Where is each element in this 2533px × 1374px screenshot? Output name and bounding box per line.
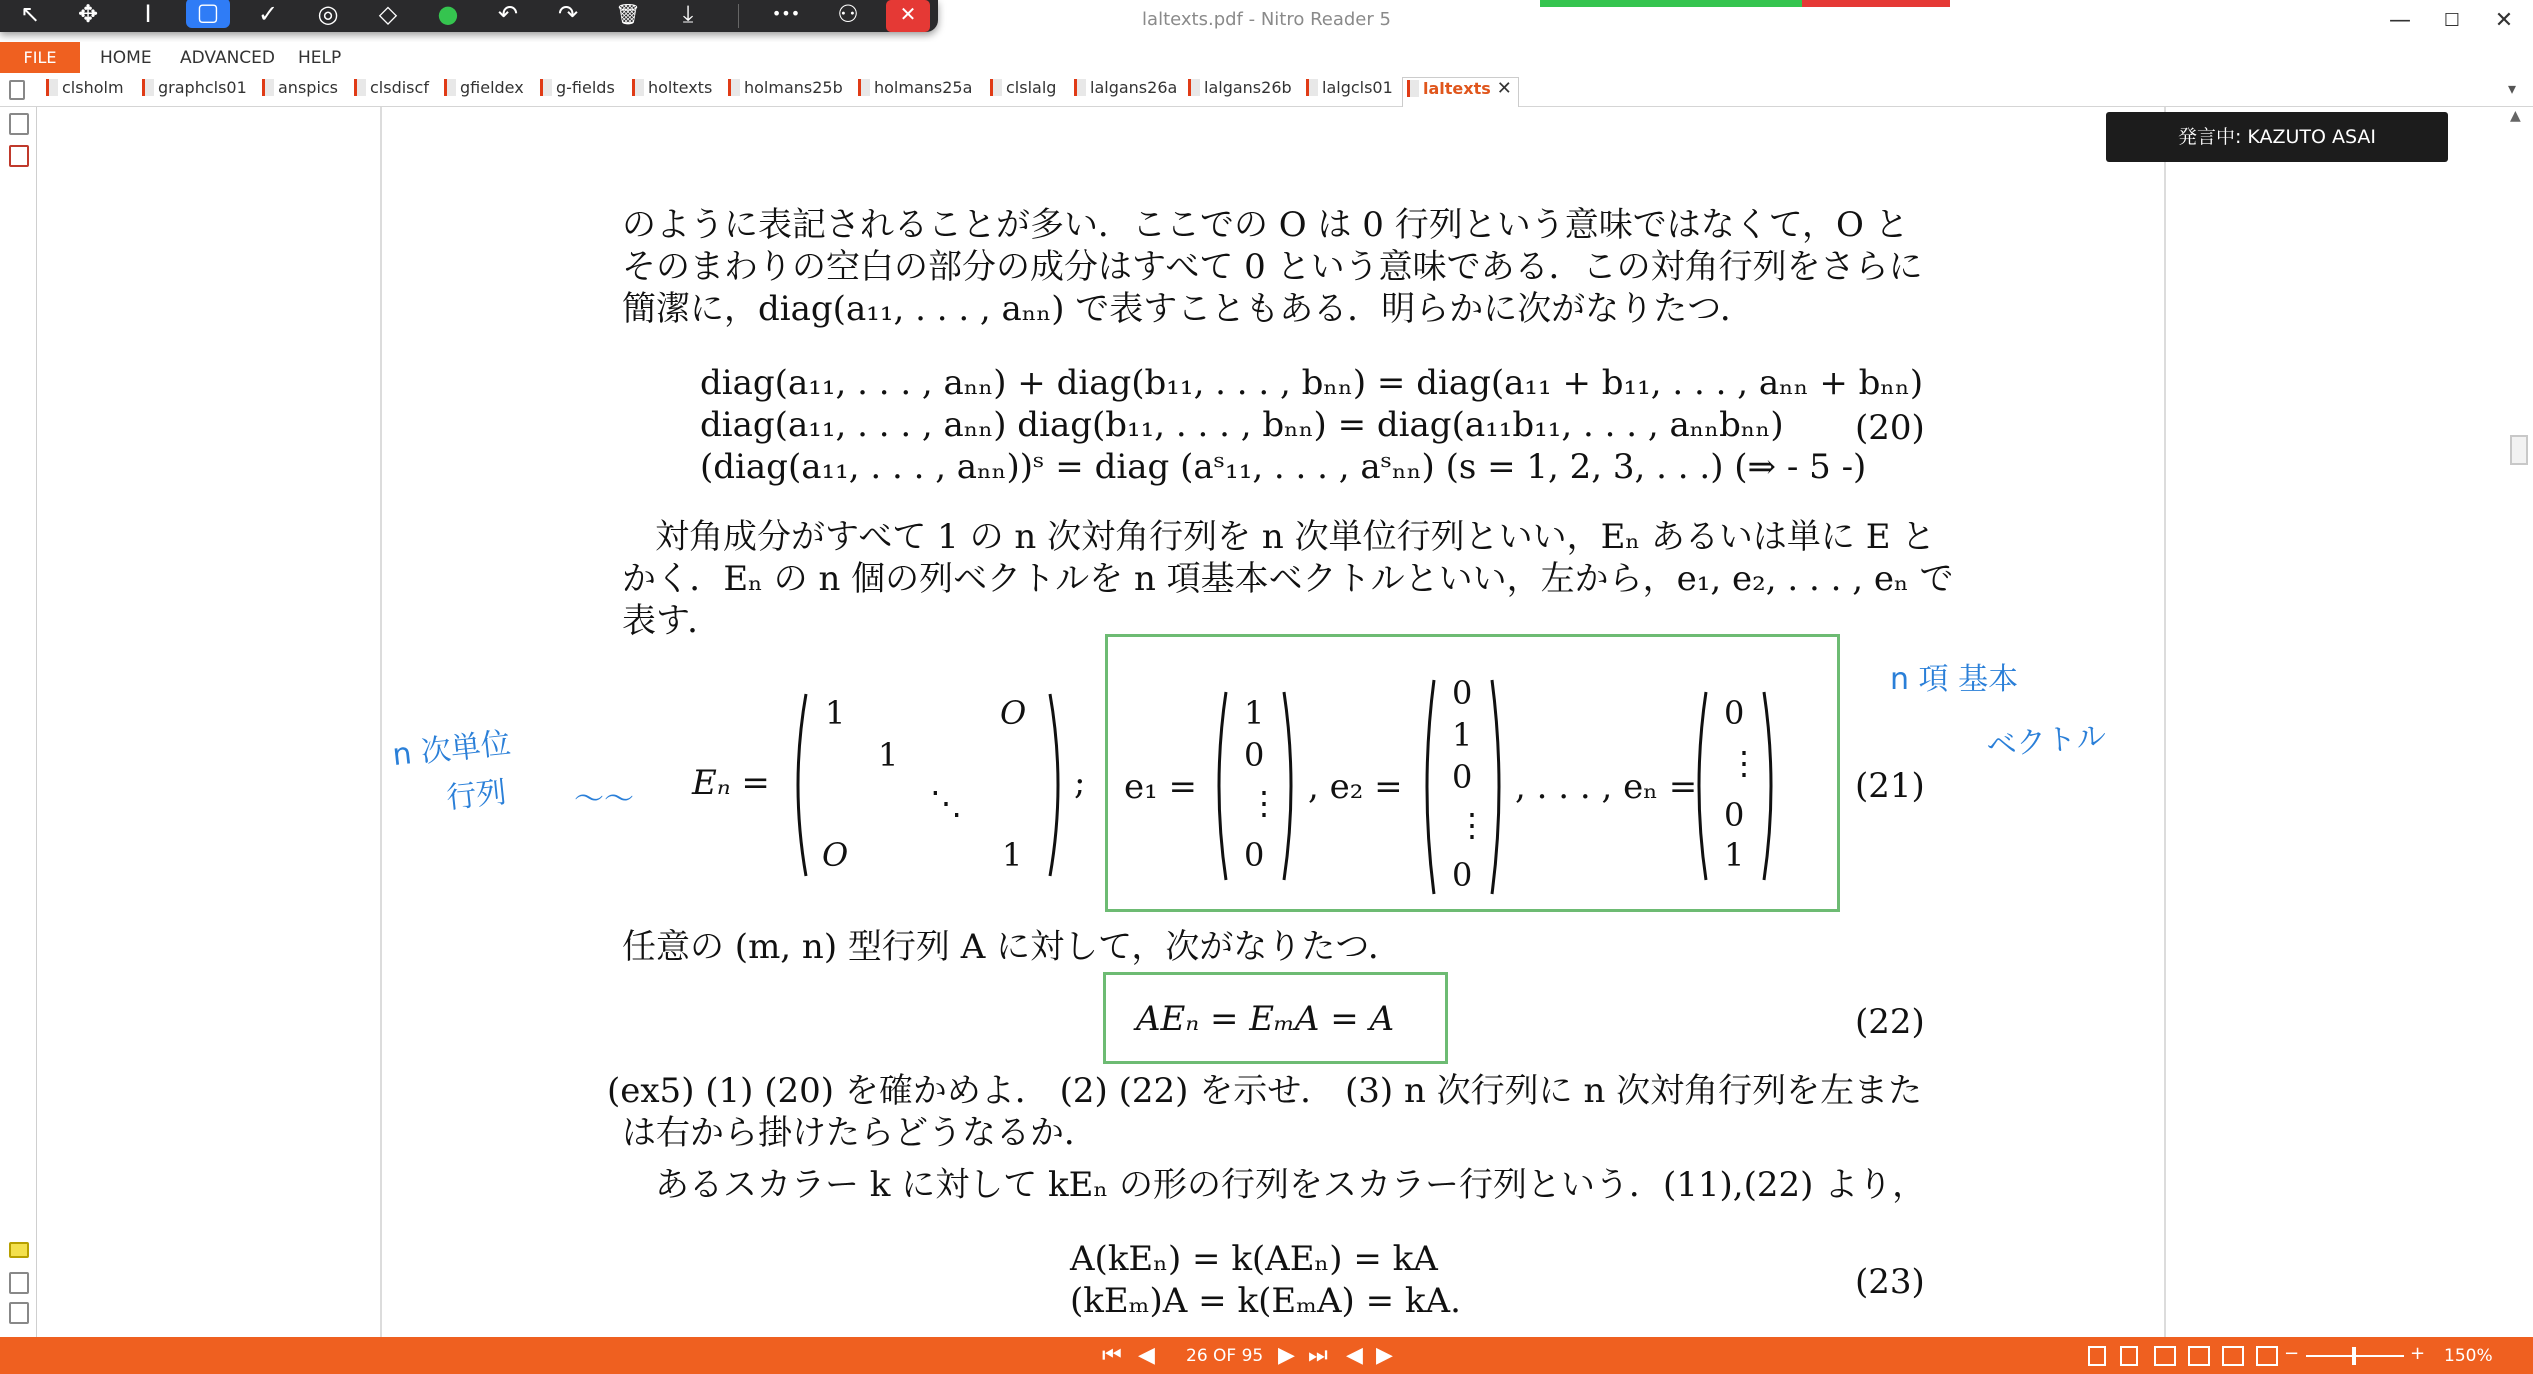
pdf-file-icon [262,79,274,96]
more-icon[interactable]: ••• [771,4,801,23]
tab-g-fields[interactable] [540,78,615,104]
tab-label: clsdiscf [370,78,429,97]
trash-icon[interactable]: 🗑 [615,2,641,26]
pdf-file-icon [142,79,154,96]
tab-label: anspics [278,78,339,97]
text-line: かく．Eₙ の n 個の列ベクトルを n 項基本ベクトルといい，左から，e₁, e₂, . . . , eₙ で [622,559,1954,599]
tab-label: lalgans26a [1090,78,1178,97]
close-drawing-icon[interactable]: ✕ [886,0,930,32]
move-icon[interactable]: ✥ [77,0,99,28]
matrix-cell: O [1000,694,1027,732]
people-icon[interactable]: ⚇ [837,0,859,28]
prev-page-button[interactable]: ◀ [1138,1343,1155,1368]
separator-semicolon: ; [1074,763,1086,803]
attachments-icon[interactable] [9,1272,29,1294]
tab-label: lalgans26b [1204,78,1292,97]
redo-icon[interactable]: ↷ [557,0,579,28]
window-title: laltexts.pdf - Nitro Reader 5 [1142,9,1391,30]
output-icon[interactable] [9,1302,29,1324]
matrix-cell: O [822,836,849,874]
scroll-up-icon[interactable]: ▲ [2510,108,2521,124]
tab-lalgans26b[interactable] [1188,78,1292,104]
zoom-level[interactable]: 150% [2444,1346,2493,1366]
undo-icon[interactable]: ↶ [497,0,519,28]
left-pane [38,107,380,1337]
menu-bar [0,42,2533,73]
pdf-file-icon [1188,79,1200,96]
handwritten-note: 行列 [444,774,509,817]
tab-anspics[interactable] [262,78,338,104]
matrix-cell: 1 [878,736,899,774]
handwritten-note: ベクトル [1985,718,2108,765]
scroll-thumb[interactable] [2510,435,2528,465]
vector-cell: 0 [1724,796,1745,834]
bookmarks-icon[interactable] [9,145,29,167]
text-line: あるスカラー k に対して kEₙ の形の行列をスカラー行列という．(11),(22) より， [655,1165,1927,1205]
close-button[interactable]: ✕ [2494,8,2514,33]
status-bar [0,1337,2533,1374]
equation-line: A(kEₙ) = k(AEₙ) = kA [1070,1239,1438,1279]
pdf-file-icon [990,79,1002,96]
vector-cell: 0 [1452,674,1473,712]
tab-label: lalgcls01 [1322,78,1393,97]
document-tab-bar [0,73,2533,107]
tab-label: holmans25a [874,78,973,97]
first-page-button[interactable]: ⏮ [1102,1343,1122,1368]
page-thumbnails-icon[interactable] [9,113,29,135]
vector-cell: 1 [1244,694,1265,732]
text-line: 対角成分がすべて 1 の n 次対角行列を n 次単位行列といい，Eₙ あるいは単に E と [655,517,1936,557]
equation-line: (diag(a₁₁, . . . , aₙₙ))ˢ = diag (aˢ₁₁, . . . , aˢₙₙ) (s = 1, 2, 3, . . .) (⇒ - 5 -) [700,447,1867,487]
maximize-button[interactable]: ☐ [2443,10,2461,31]
tab-lalgcls01[interactable] [1306,78,1393,104]
tab-list-icon[interactable] [9,80,25,100]
share-indicator-green [1540,0,1802,7]
exercise-line: (ex5) (1) (20) を確かめよ． (2) (22) を示せ． (3) n 次行列に n 次対角行列を左また [607,1071,1923,1111]
pdf-file-icon [540,79,552,96]
vector-cell: 1 [1724,836,1745,874]
pdf-file-icon [858,79,870,96]
pdf-file-icon [46,79,58,96]
page-counter[interactable]: 26 OF 95 [1186,1346,1264,1366]
active-speaker-badge: 発言中: KAZUTO ASAI [2106,112,2448,162]
tab-lalgans26a[interactable] [1074,78,1177,104]
fullscreen-icon[interactable] [2256,1346,2278,1366]
tab-label: clslalg [1006,78,1057,97]
menu-help[interactable]: HELP [298,48,342,68]
page-border-right [2164,107,2166,1337]
zoom-in-button[interactable]: + [2410,1343,2426,1364]
handwritten-note: n 項 基本 [1890,662,2019,697]
tab-clslalg[interactable] [990,78,1056,104]
text-line: 任意の (m, n) 型行列 A に対して，次がなりたつ． [622,927,1403,967]
tab-label: g-fields [556,78,615,97]
tab-label: holtexts [648,78,713,97]
tab-graphcls01[interactable] [142,78,247,104]
matrix-cell: 1 [825,694,846,732]
menu-home[interactable]: HOME [100,48,152,68]
tab-label: graphcls01 [158,78,247,97]
equation-line: AEₙ = EₘA = A [1136,999,1395,1039]
vector-cell: 0 [1244,736,1265,774]
menu-advanced[interactable]: ADVANCED [180,48,276,68]
tab-holtexts[interactable] [632,78,712,104]
basis-vector-label: e₁ = [1124,767,1198,807]
vector-cell: 0 [1244,836,1265,874]
next-page-button[interactable]: ▶ [1278,1343,1295,1368]
pdf-file-icon [444,79,456,96]
minimize-button[interactable]: — [2389,8,2411,33]
check-icon[interactable]: ✓ [257,0,279,28]
vector-cell: 0 [1724,694,1745,732]
annotation-toolbar [0,0,938,32]
tab-label: clsholm [62,78,124,97]
previous-view-button[interactable]: ◀ [1346,1343,1363,1368]
tab-holmans25b[interactable] [728,78,843,104]
handwritten-note: n 次単位 [390,725,513,774]
tab-overflow-icon[interactable]: ▾ [2508,79,2517,98]
text-line: のように表記されることが多い．ここでの O は 0 行列という意味ではなくて，O と [622,205,1909,245]
equation-number: (21) [1855,766,1925,806]
handwritten-arrow: 〜〜 [574,782,634,817]
facing-continuous-view-icon[interactable] [2188,1346,2210,1366]
vector-cell: ⋮ [1248,784,1280,822]
basis-vector-label: , . . . , eₙ = [1515,767,1698,807]
equation-number: (22) [1855,1002,1925,1042]
zoom-slider-thumb[interactable] [2352,1347,2356,1365]
vertical-scrollbar[interactable] [2505,107,2533,1337]
tab-close-icon[interactable]: ✕ [1496,78,1512,99]
single-page-view-icon[interactable] [2088,1346,2106,1366]
zoom-out-button[interactable]: − [2284,1343,2300,1364]
identity-matrix-label: Eₙ = [692,763,770,803]
matrix-cell: 1 [1002,836,1023,874]
toolbar-separator [738,4,739,28]
fit-width-icon[interactable] [2222,1346,2244,1366]
equation-number: (20) [1855,408,1925,448]
pdf-file-icon [728,79,740,96]
pdf-file-icon [1407,80,1419,97]
text-line: 簡潔に，diag(a₁₁, . . . , aₙₙ) で表すこともある．明らかに次がなりたつ． [622,289,1754,329]
equation-line: (kEₘ)A = k(EₘA) = kA. [1070,1281,1461,1321]
tab-clsholm[interactable] [46,78,124,104]
vector-cell: ⋮ [1456,806,1488,844]
share-indicator-red [1802,0,1950,7]
tab-label: gfieldex [460,78,524,97]
exercise-line: は右から掛けたらどうなるか． [622,1113,1098,1153]
tab-laltexts[interactable] [1402,77,1519,107]
pointer-icon[interactable]: ↖ [19,0,41,28]
tab-label: holmans25b [744,78,843,97]
tab-gfieldex[interactable] [444,78,524,104]
vector-cell: 0 [1452,758,1473,796]
facing-view-icon[interactable] [2154,1346,2176,1366]
matrix-cell: ⋱ [930,784,962,822]
pdf-file-icon [1306,79,1318,96]
tab-holmans25a[interactable] [858,78,972,104]
eraser-icon[interactable]: ◇ [378,0,398,28]
tab-label: laltexts [1423,79,1491,98]
vector-cell: ⋮ [1728,744,1760,782]
basis-vector-label: , e₂ = [1308,767,1403,807]
download-icon[interactable]: ⤓ [682,0,694,28]
screen-share-indicator [1540,0,1950,7]
last-page-button[interactable]: ⏭ [1308,1343,1328,1368]
equation-number: (23) [1855,1262,1925,1302]
color-dot-icon[interactable]: ● [437,0,459,28]
comments-icon[interactable] [9,1242,29,1258]
vector-cell: 0 [1452,856,1473,894]
pdf-file-icon [1074,79,1086,96]
text-cursor-icon[interactable]: I [144,0,152,28]
equation-line: diag(a₁₁, . . . , aₙₙ) + diag(b₁₁, . . . , bₙₙ) = diag(a₁₁ + b₁₁, . . . , aₙₙ + bₙₙ) [700,363,1924,403]
menu-file[interactable]: FILE [0,42,80,73]
next-view-button[interactable]: ▶ [1376,1343,1393,1368]
vector-cell: 1 [1452,716,1473,754]
tab-clsdiscf[interactable] [354,78,429,104]
spotlight-icon[interactable]: ◎ [317,0,339,28]
left-sidebar [0,107,37,1337]
text-line: そのまわりの空白の部分の成分はすべて 0 という意味である．この対角行列をさらに [622,247,1923,287]
pdf-file-icon [354,79,366,96]
text-line: 表す． [622,601,722,641]
rectangle-icon[interactable]: ▢ [186,0,230,28]
continuous-view-icon[interactable] [2120,1346,2138,1366]
equation-line: diag(a₁₁, . . . , aₙₙ) diag(b₁₁, . . . , bₙₙ) = diag(a₁₁b₁₁, . . . , aₙₙbₙₙ) [700,405,1784,445]
pdf-file-icon [632,79,644,96]
